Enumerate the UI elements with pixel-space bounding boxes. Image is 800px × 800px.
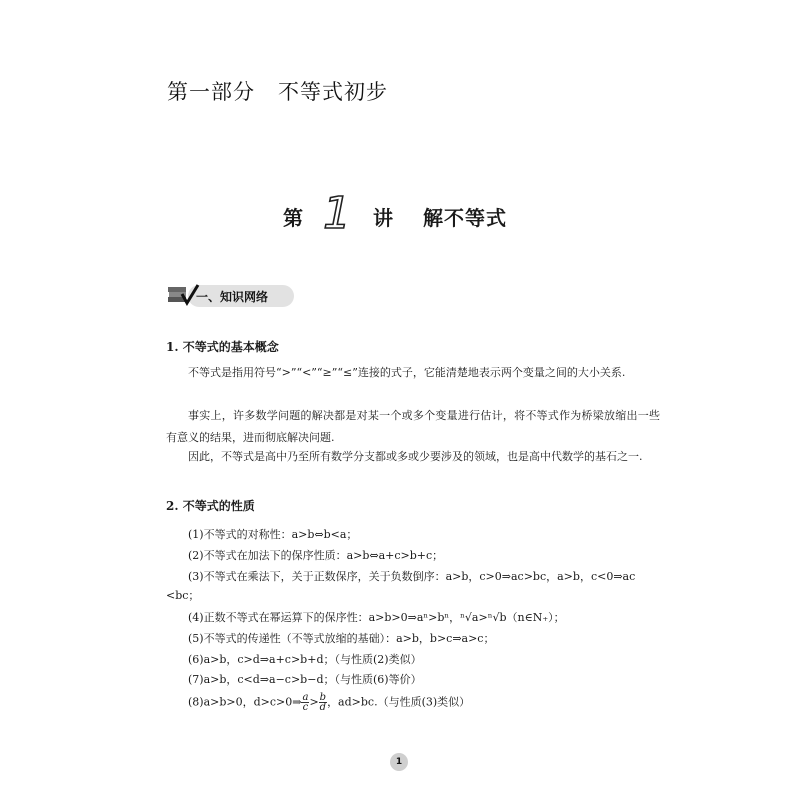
concept-paragraph-3: 因此，不等式是高中乃至所有数学分支都或多或少要涉及的领域，也是高中代数学的基石之一. xyxy=(188,450,643,463)
property-item: (2)不等式在加法下的保序性质：a>b⇔a+c>b+c； xyxy=(188,549,444,562)
property-item-continued: <bc； xyxy=(166,589,200,602)
section-label: 一、知识网络 xyxy=(196,290,269,304)
lecture-title xyxy=(283,188,523,239)
heading-basic-concept: 1. 不等式的基本概念 xyxy=(166,340,279,354)
item8-prefix: (8)a>b>0，d>c>0⇒ xyxy=(188,695,302,709)
part-title: 第一部分 不等式初步 xyxy=(167,80,389,104)
frac-numerator: b xyxy=(319,692,327,703)
property-item: (5)不等式的传递性（不等式放缩的基础）：a>b，b>c⇒a>c； xyxy=(188,632,495,645)
fraction-b-over-d xyxy=(319,693,327,712)
concept-paragraph-2: 事实上，许多数学问题的解决都是对某一个或多个变量进行估计，将不等式作为桥梁放缩出一些有意义的结果，进而彻底解决问题. xyxy=(166,409,660,444)
item8-suffix: ，ad>bc.（与性质(3)类似） xyxy=(327,695,471,709)
books-check-icon xyxy=(166,283,200,309)
property-item: (1)不等式的对称性：a>b⇔b<a； xyxy=(188,528,358,541)
frac-denominator: c xyxy=(302,702,309,713)
frac-numerator: a xyxy=(302,692,309,703)
property-item: (7)a>b，c<d⇒a−c>b−d；（与性质(6)等价） xyxy=(188,673,422,686)
property-item: (6)a>b，c>d⇒a+c>b+d；（与性质(2)类似） xyxy=(188,653,422,666)
frac-denominator: d xyxy=(319,702,327,713)
property-item: (3)不等式在乘法下，关于正数保序，关于负数倒序：a>b，c>0⇒ac>bc，a>b，c<0⇒ac xyxy=(188,570,636,583)
page-number: 1 xyxy=(390,753,408,771)
section-header xyxy=(166,283,296,309)
lecture-jiang: 讲 xyxy=(373,206,393,230)
lecture-number: 1 xyxy=(323,188,351,239)
lecture-topic: 解不等式 xyxy=(423,206,507,230)
concept-paragraph-1: 不等式是指用符号“>”“<”“≥”“≤”连接的式子，它能清楚地表示两个变量之间的大小关系. xyxy=(188,366,626,379)
property-item: (4)正数不等式在幂运算下的保序性：a>b>0⇒aⁿ>bⁿ，ⁿ√a>ⁿ√b（n∈N₊）； xyxy=(188,611,565,624)
lecture-di: 第 xyxy=(283,206,303,230)
property-item-8 xyxy=(188,693,470,712)
item8-gt: > xyxy=(309,695,319,709)
heading-properties: 2. 不等式的性质 xyxy=(166,499,255,513)
